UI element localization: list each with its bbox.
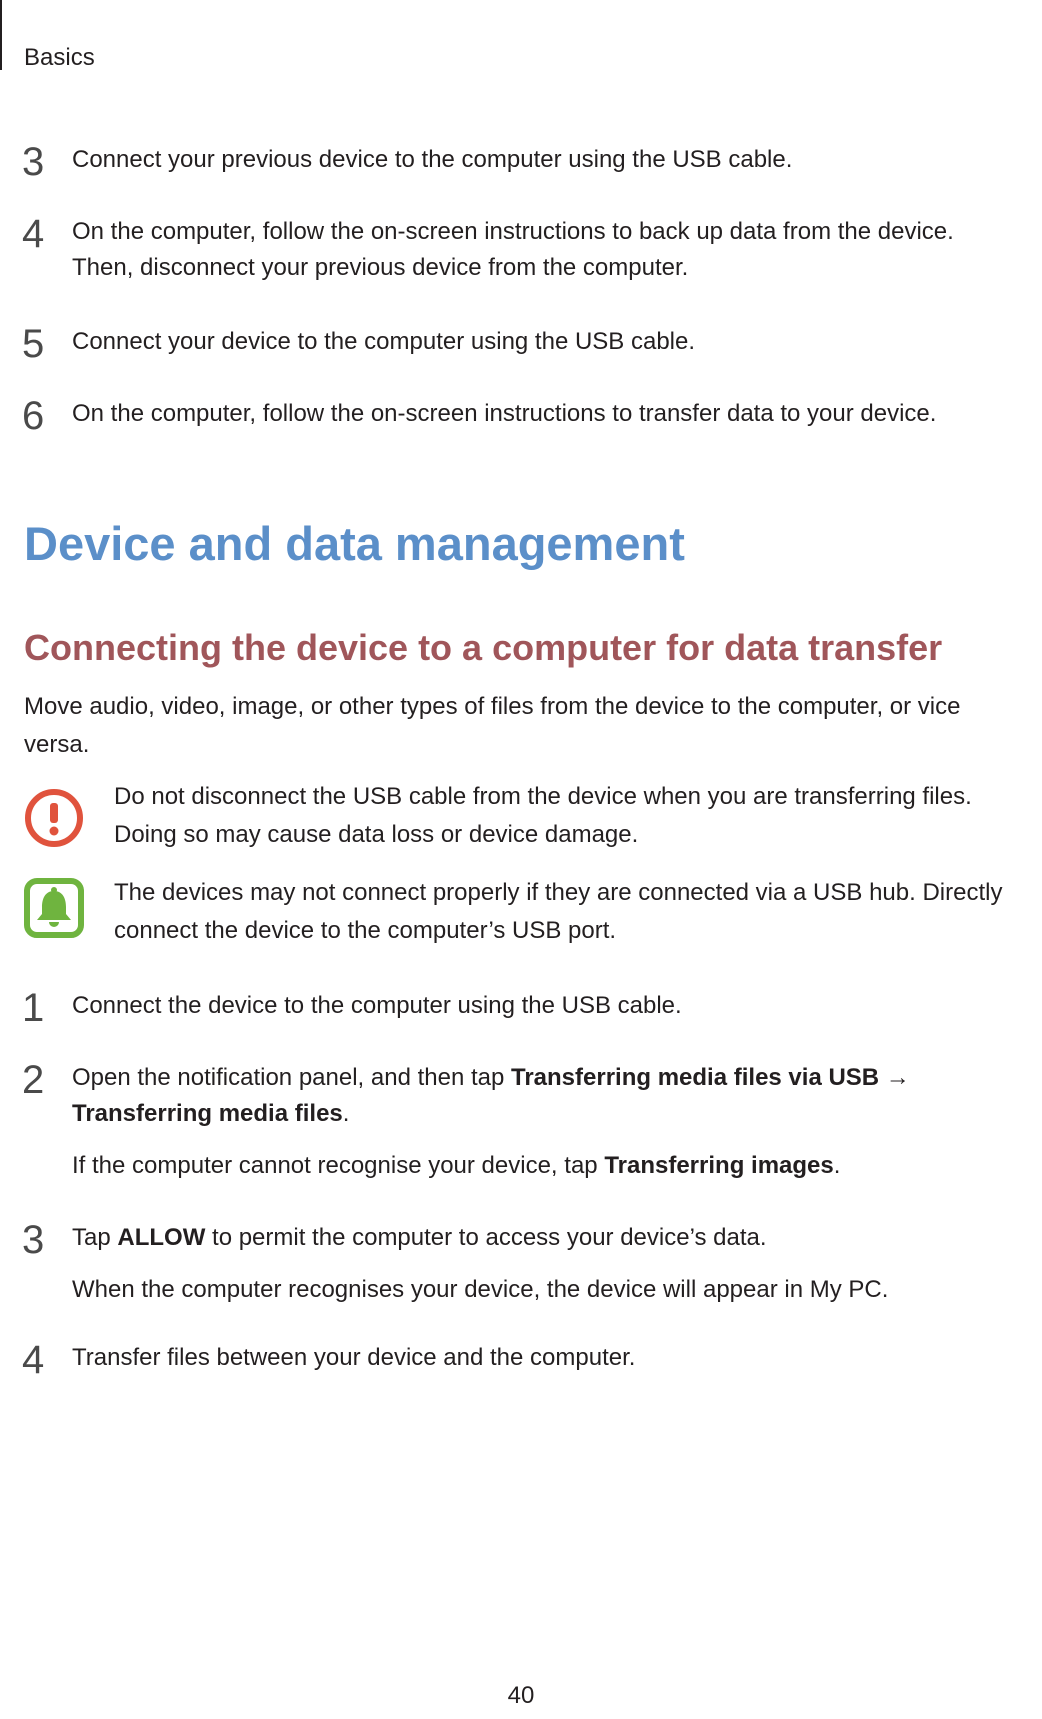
step-text: Connect your device to the computer using the USB cable. [72, 328, 696, 355]
arrow-separator: → [879, 1064, 910, 1091]
step-text-prefix: Tap [72, 1224, 118, 1251]
header-label: Basics [24, 44, 95, 71]
step-text: Transfer files between your device and the computer. [72, 1344, 636, 1371]
caution-icon [24, 788, 84, 848]
step-text-line: Then, disconnect your previous device from the computer. [72, 254, 689, 281]
step-text: On the computer, follow the on-screen instructions to transfer data to your device. [72, 400, 937, 427]
step-number: 6 [22, 394, 45, 438]
menu-path-images: Transferring images [604, 1152, 834, 1179]
subtext-suffix: . [833, 1152, 841, 1179]
subsection-title: Connecting the device to a computer for data transfer [24, 627, 943, 668]
step-number: 3 [22, 1218, 45, 1262]
step-number: 4 [22, 212, 45, 256]
intro-paragraph: Move audio, video, image, or other types of files from the device to the computer, or vice versa. [24, 693, 961, 758]
step-subtext: When the computer recognises your device, the device will appear in My PC. [72, 1276, 889, 1303]
step-number: 4 [22, 1338, 45, 1382]
page-number: 40 [507, 1682, 535, 1709]
caution-text [114, 778, 1042, 854]
step-text [72, 1220, 1032, 1256]
caution-text-line: Do not disconnect the USB cable from the device when you are transferring files. [114, 783, 972, 810]
step-text: Connect your previous device to the computer using the USB cable. [72, 146, 793, 173]
step-text: Connect the device to the computer using the USB cable. [72, 992, 682, 1019]
subtext-prefix: If the computer cannot recognise your device, tap [72, 1152, 605, 1179]
step-text [72, 1060, 1032, 1132]
tip-text [114, 874, 1042, 950]
section-title: Device and data management [24, 517, 685, 570]
step-text-suffix: . [342, 1100, 350, 1127]
menu-path-media-files: Transferring media files [72, 1100, 343, 1127]
header-rule [0, 0, 2, 70]
caution-text-line: Doing so may cause data loss or device damage. [114, 821, 639, 848]
menu-path-usb-option: Transferring media files via USB [511, 1064, 880, 1091]
tip-text-line: The devices may not connect properly if they are connected via a USB hub. Directly [114, 879, 1003, 906]
step-number: 5 [22, 322, 45, 366]
step-text-prefix: Open the notification panel, and then tap [72, 1064, 511, 1091]
step-number: 1 [22, 986, 45, 1030]
bell-icon [24, 878, 84, 938]
step-text-suffix: to permit the computer to access your device’s data. [205, 1224, 767, 1251]
step-subtext [72, 1148, 1032, 1184]
allow-label: ALLOW [117, 1224, 206, 1251]
step-number: 2 [22, 1058, 45, 1102]
step-text-line: On the computer, follow the on-screen instructions to back up data from the device. [72, 218, 954, 245]
step-text [72, 214, 1032, 286]
tip-text-line: connect the device to the computer’s USB port. [114, 917, 617, 944]
step-number: 3 [22, 140, 45, 184]
